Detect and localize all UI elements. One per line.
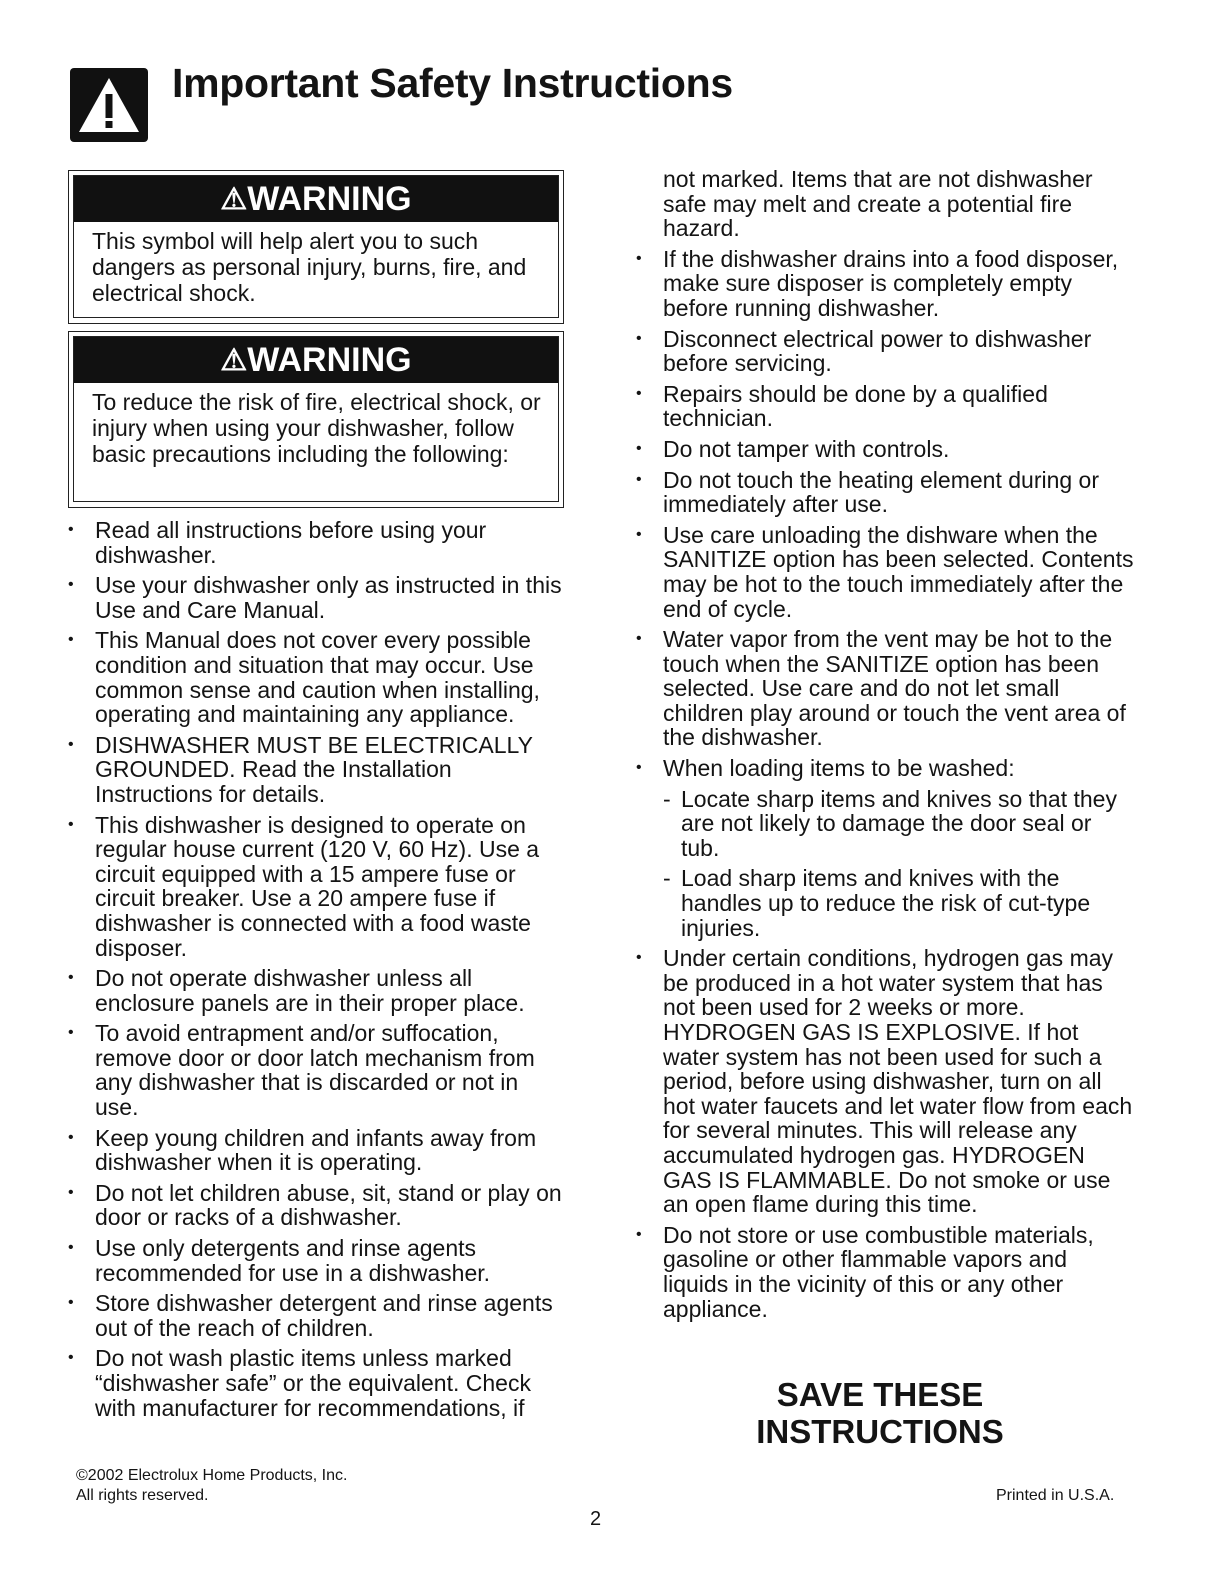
warning-banner	[74, 176, 558, 222]
sub-list-item: - Locate sharp items and knives so that they are not likely to damage the door seal or tub.	[663, 787, 1136, 861]
printed-in-notice: Printed in U.S.A.	[996, 1487, 1115, 1504]
left-safety-list	[68, 518, 568, 1426]
copyright-notice: ©2002 Electrolux Home Products, Inc.	[76, 1467, 348, 1484]
list-item: • Use care unloading the dishware when the SANITIZE option has been selected. Contents may be hot to the touch immediately after the end of cycle.	[636, 523, 1136, 621]
sub-list-item: - Load sharp items and knives with the handles up to reduce the risk of cut-type injuries.	[663, 866, 1136, 940]
warning-label: WARNING	[247, 180, 412, 218]
right-safety-list	[636, 167, 1136, 1327]
list-item: • Do not touch the heating element during or immediately after use.	[636, 468, 1136, 517]
list-item: • This dishwasher is designed to operate on regular house current (120 V, 60 Hz). Use a circuit equipped with a 15 ampere fuse or circuit breaker. Use a 20 ampere fuse if dishwasher is connected with a food waste disposer.	[68, 813, 568, 961]
warning-box-precautions	[68, 331, 564, 508]
list-item: • If the dishwasher drains into a food disposer, make sure disposer is completely empty before running dishwasher.	[636, 247, 1136, 321]
loading-intro: When loading items to be washed:	[663, 755, 1015, 782]
list-item: • Use only detergents and rinse agents recommended for use in a dishwasher.	[68, 1236, 568, 1285]
warning-text: This symbol will help alert you to such dangers as personal injury, burns, fire, and electrical shock.	[92, 228, 527, 306]
list-item: • Store dishwasher detergent and rinse agents out of the reach of children.	[68, 1291, 568, 1340]
list-item: • DISHWASHER MUST BE ELECTRICALLY GROUNDED. Read the Installation Instructions for details.	[68, 733, 568, 807]
list-item: • This Manual does not cover every possible condition and situation that may occur. Use common sense and caution when installing, operating and maintaining any appliance.	[68, 628, 568, 726]
list-item: • Do not let children abuse, sit, stand or play on door or racks of a dishwasher.	[68, 1181, 568, 1230]
list-item: • Do not operate dishwasher unless all enclosure panels are in their proper place.	[68, 966, 568, 1015]
alert-triangle-icon: ⚠	[220, 183, 248, 216]
list-item: • Disconnect electrical power to dishwasher before servicing.	[636, 327, 1136, 376]
list-item: • Do not wash plastic items unless marked “dishwasher safe” or the equivalent. Check with manufacturer for recommendations, if	[68, 1346, 568, 1420]
rights-notice: All rights reserved.	[76, 1487, 209, 1504]
list-item-loading	[636, 756, 1136, 940]
page-number: 2	[590, 1508, 602, 1530]
loading-sub-list	[663, 787, 1136, 941]
page-title: Important Safety Instructions	[172, 60, 733, 106]
list-item: • Repairs should be done by a qualified technician.	[636, 382, 1136, 431]
alert-triangle-icon: ⚠	[220, 344, 248, 377]
warning-box-symbol	[68, 170, 564, 324]
list-item: • Under certain conditions, hydrogen gas may be produced in a hot water system that has not been used for 2 weeks or more. HYDROGEN GAS IS EXPLOSIVE. If hot water system has not been used for such a period, before using dishwasher, turn on all hot water faucets and let water flow from each for several minutes. This will release any accumulated hydrogen gas. HYDROGEN GAS IS FLAMMABLE. Do not smoke or use an open flame during this time.	[636, 946, 1136, 1217]
list-item: • Do not tamper with controls.	[636, 437, 1136, 462]
list-item-continuation: not marked. Items that are not dishwasher safe may melt and create a potential fire hazard.	[663, 166, 1093, 242]
list-item: • Keep young children and infants away from dishwasher when it is operating.	[68, 1126, 568, 1175]
warning-text: To reduce the risk of fire, electrical shock, or injury when using your dishwasher, follow basic precautions including the following:	[92, 389, 541, 467]
save-heading-line1: SAVE THESE	[776, 1376, 984, 1413]
warning-banner	[74, 337, 558, 383]
warning-label: WARNING	[247, 341, 412, 379]
list-item: • Water vapor from the vent may be hot to the touch when the SANITIZE option has been selected. Use care and do not let small children play around or touch the vent area of the dishwasher.	[636, 627, 1136, 750]
list-item: • Use your dishwasher only as instructed in this Use and Care Manual.	[68, 573, 568, 622]
save-instructions-heading	[700, 1376, 1060, 1450]
warning-triangle-icon	[70, 68, 148, 142]
list-item: • Do not store or use combustible materials, gasoline or other flammable vapors and liquids in the vicinity of this or any other appliance.	[636, 1223, 1136, 1321]
list-item: • Read all instructions before using your dishwasher.	[68, 518, 568, 567]
save-heading-line2: INSTRUCTIONS	[756, 1413, 1004, 1450]
list-item: • To avoid entrapment and/or suffocation, remove door or door latch mechanism from any dishwasher that is discarded or not in use.	[68, 1021, 568, 1119]
